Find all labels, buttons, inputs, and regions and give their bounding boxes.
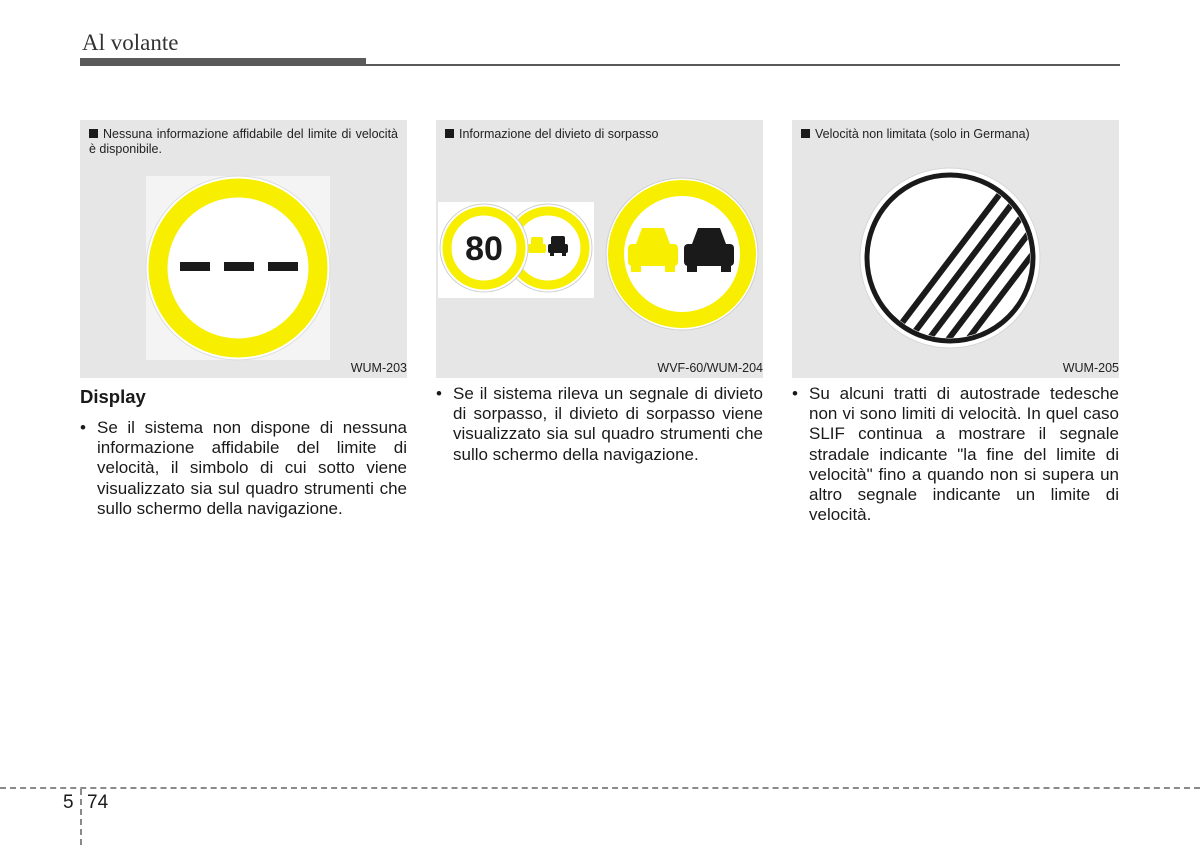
figure-caption: Nessuna informazione affidabile del limite di velocità è disponibile. <box>89 127 398 156</box>
footer-rule <box>0 787 1200 789</box>
figure-code: WUM-205 <box>1062 361 1119 375</box>
chapter-number: 5 <box>63 792 74 813</box>
column-1 <box>80 120 407 519</box>
figure-2 <box>436 120 763 378</box>
column-2 <box>436 120 763 465</box>
header-bar <box>80 58 366 66</box>
page-number: 74 <box>87 792 109 813</box>
figure-3 <box>792 120 1119 378</box>
figure-code: WUM-203 <box>350 361 407 375</box>
column-3 <box>792 120 1119 525</box>
speed-limit-and-overtaking-signs-icon <box>436 200 596 300</box>
square-bullet-icon <box>801 129 810 138</box>
square-bullet-icon <box>89 129 98 138</box>
bullet-icon: • <box>792 384 798 403</box>
no-speed-limit-info-sign-icon <box>140 170 336 366</box>
section-heading: Display <box>80 386 146 407</box>
figure-caption: Informazione del divieto di sorpasso <box>445 127 754 142</box>
bullet-icon: • <box>436 384 442 403</box>
bullet-item: • Se il sistema rileva un segnale di divieto di sorpasso, il divieto di sorpasso viene visualizzato sia sul quadro strumenti che sullo schermo della navigazione. <box>436 384 763 464</box>
square-bullet-icon <box>445 129 454 138</box>
figure-1 <box>80 120 407 378</box>
figure-code: WVF-60/WUM-204 <box>657 361 763 375</box>
bullet-icon: • <box>80 418 86 437</box>
page-header-title: Al volante <box>82 30 179 55</box>
header-rule <box>366 64 1120 66</box>
footer-divider <box>80 789 82 845</box>
end-of-speed-limit-sign-icon <box>852 160 1048 356</box>
speed-limit-value: 80 <box>465 230 503 268</box>
figure-caption: Velocità non limitata (solo in Germana) <box>801 127 1110 142</box>
bullet-item: • Se il sistema non dispone di nessuna informazione affidabile del limite di velocità, il simbolo di cui sotto viene visualizzato sia sul quadro strumenti che sullo schermo della navigazione. <box>80 418 407 518</box>
bullet-item: • Su alcuni tratti di autostrade tedesche non vi sono limiti di velocità. In quel caso SLIF continua a mostrare il segnale stradale indicante "la fine del limite di velocità" fino a quando non si supera un altro segnale indicante un limite di velocità. <box>792 384 1119 525</box>
no-overtaking-sign-icon <box>602 174 762 334</box>
